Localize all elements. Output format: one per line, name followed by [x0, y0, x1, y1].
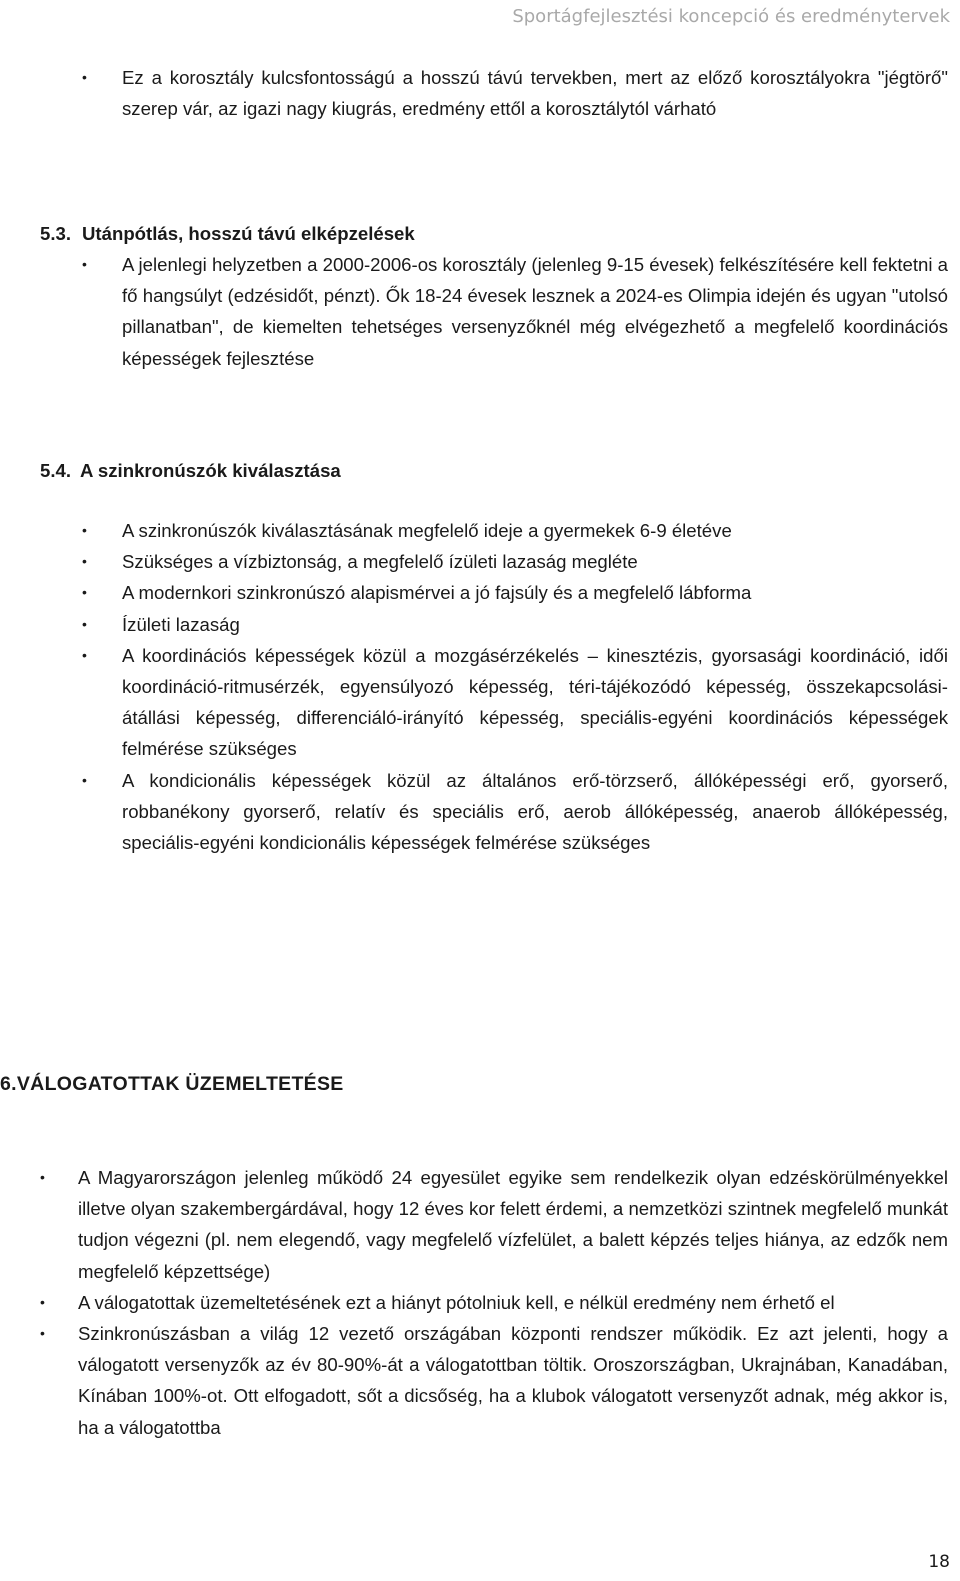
list-item [0, 1287, 960, 1318]
bullet-icon: • [82, 584, 87, 601]
list-item-text: A Magyarországon jelenleg működő 24 egyesület egyike sem rendelkezik olyan edzéskörülményekkel illetve olyan szakembergárdával, hogy 12 éves kor felett érdemi, a nemzetközi szintnek megfelelő munkát tudjon végezni (pl. nem elegendő, vagy megfelelő vízfelület, a balett képzés teljes hiánya, az edzők nem megfelelő képzettsége) [78, 1167, 948, 1282]
list-item-text: A kondicionális képességek közül az általános erő-törzserő, állóképességi erő, gyorserő, robbanékony gyorserő, relatív és speciális erő, aerob állóképesség, anaerob állóképesség, speciális-egyéni kondicionális képességek felmérése szükséges [122, 769, 948, 854]
list-item [0, 609, 960, 640]
section-heading-5-4 [40, 455, 341, 486]
section-number: 5.3. [40, 223, 72, 244]
bullet-icon: • [82, 522, 87, 538]
bullet-icon: • [40, 1169, 45, 1185]
page-number: 18 [928, 1552, 950, 1572]
section-6-list [0, 1162, 960, 1443]
intro-list-block [0, 62, 960, 124]
section-6-list-block [0, 1162, 960, 1443]
section-title: A szinkronúszók kiválasztása [80, 460, 341, 481]
bullet-icon: • [82, 615, 87, 632]
list-item [0, 1318, 960, 1443]
list-item-text: Ez a korosztály kulcsfontosságú a hosszú távú tervekben, mert az előző korosztályokra "jégtörő" szerep vár, az igazi nagy kiugrás, eredmény ettől a korosztálytól várható [122, 67, 948, 120]
bullet-icon: • [82, 256, 87, 272]
list-item [0, 1162, 960, 1287]
list-item-text: A koordinációs képességek közül a mozgásérzékelés – kinesztézis, gyorsasági koordináció, idői koordináció-ritmusérzék, egyensúlyozó képesség, téri-tájékozódó képesség, összekapcsolási-átállási képesség, differenciáló-irányító képesség, speciális-egyéni koordinációs képességek felmérése szükséges [122, 644, 948, 760]
bullet-icon: • [40, 1325, 45, 1342]
section-5-3-list [0, 249, 960, 374]
running-header: Sportágfejlesztési koncepció és eredménytervek [512, 6, 950, 27]
chapter-heading-6 [0, 1073, 344, 1096]
bullet-icon: • [82, 771, 87, 788]
list-item [0, 640, 960, 765]
list-item [0, 577, 960, 608]
list-item-text: A szinkronúszók kiválasztásának megfelelő ideje a gyermekek 6-9 életéve [122, 520, 732, 541]
list-item [0, 249, 960, 374]
bullet-icon: • [40, 1293, 45, 1310]
list-item-text: Szinkronúszásban a világ 12 vezető országában központi rendszer működik. Ez azt jelenti, hogy a válogatott versenyzők az év 80-90%-át a válogatottban töltik. Oroszországban, Ukrajnában, Kanadában, Kínában 100%-ot. Ott elfogadott, sőt a dicsőség, ha a klubok válogatott versenyzőt adnak, még akkor is, ha a válogatottba [78, 1323, 948, 1438]
list-item-text: Ízületi lazaság [122, 613, 240, 635]
section-heading-5-3 [40, 218, 415, 249]
list-item-text: A válogatottak üzemeltetésének ezt a hiányt pótolniuk kell, e nélkül eredmény nem érhető el [78, 1291, 835, 1313]
section-title: Utánpótlás, hosszú távú elképzelések [82, 223, 415, 244]
chapter-number: 6. [0, 1073, 17, 1095]
list-item-text: A jelenlegi helyzetben a 2000-2006-os korosztály (jelenleg 9-15 évesek) felkészítésére kell fektetni a fő hangsúlyt (edzésidőt, pénzt). Ők 18-24 évesek lesznek a 2024-es Olimpia idején és ugyan "utolsó pillanatban", de kiemelten tehetséges versenyzőknél még elvégezhető a megfelelő koordinációs képességek fejlesztése [122, 254, 948, 369]
intro-list [0, 62, 960, 124]
section-5-4-list-block [0, 515, 960, 858]
list-item-text: Szükséges a vízbiztonság, a megfelelő ízületi lazaság megléte [122, 551, 638, 573]
section-number: 5.4. [40, 460, 72, 481]
list-item [0, 62, 960, 124]
bullet-icon: • [82, 646, 87, 663]
list-item [0, 765, 960, 859]
chapter-title: VÁLOGATOTTAK ÜZEMELTETÉSE [16, 1073, 344, 1095]
bullet-icon: • [82, 553, 87, 570]
list-item [0, 546, 960, 577]
bullet-icon: • [82, 69, 87, 85]
section-5-3-list-block [0, 249, 960, 374]
list-item-text: A modernkori szinkronúszó alapismérvei a jó fajsúly és a megfelelő lábforma [122, 582, 752, 604]
section-5-4-list [0, 515, 960, 858]
list-item [0, 515, 960, 546]
